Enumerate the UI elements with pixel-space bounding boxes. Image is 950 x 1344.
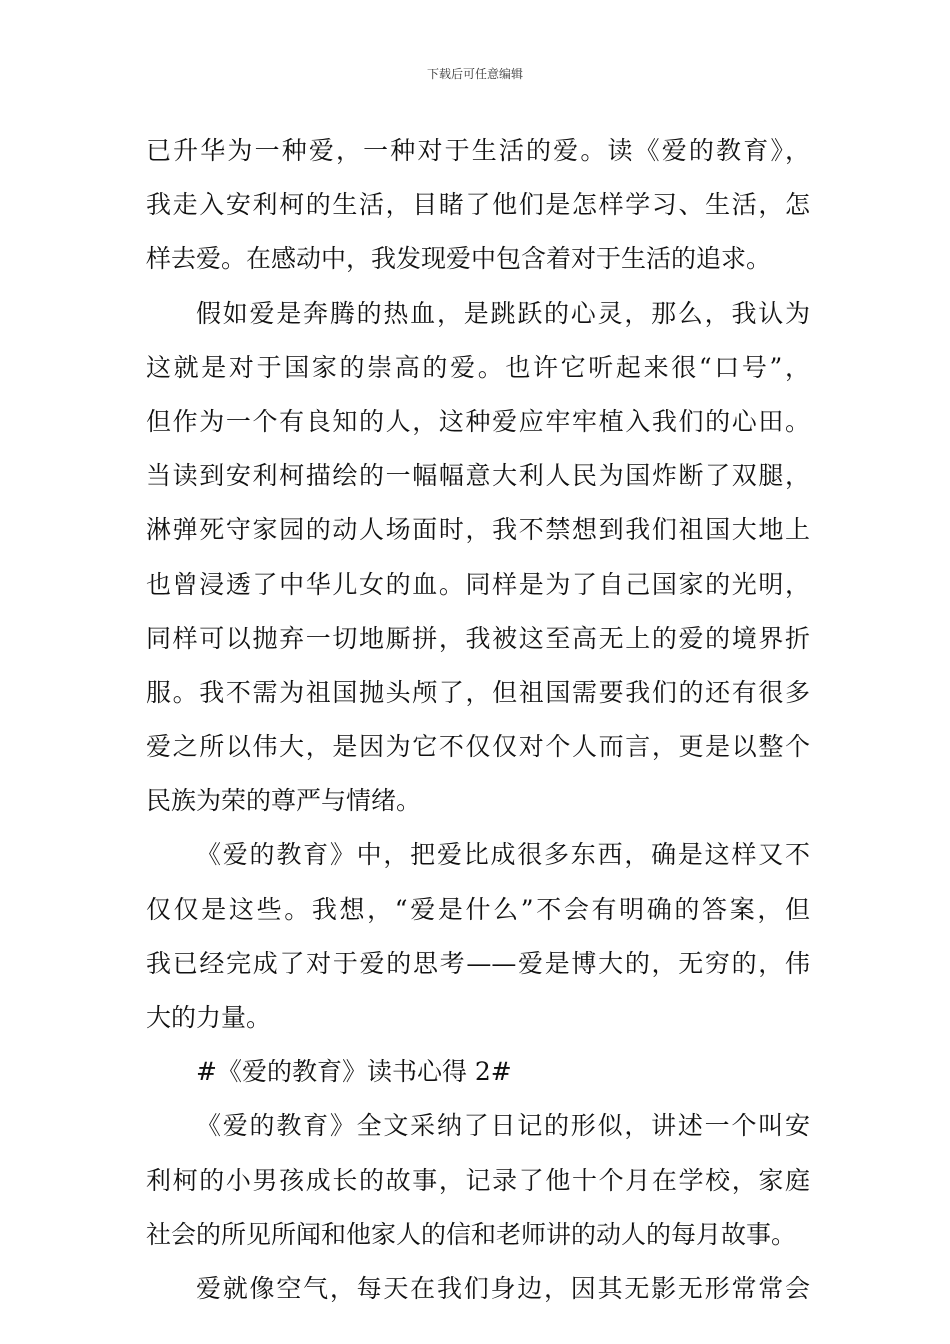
text-line: 同样可以抛弃一切地厮拼，我被这至高无上的爱的境界折 (146, 623, 810, 653)
text-line: 《爱的教育》全文采纳了日记的形似，讲述一个叫安 (196, 1111, 810, 1141)
text-line: 服。我不需为祖国抛头颅了，但祖国需要我们的还有很多 (146, 677, 810, 707)
text-line: 利柯的小男孩成长的故事，记录了他十个月在学校，家庭 (146, 1165, 810, 1195)
text-line: 已升华为一种爱，一种对于生活的爱。读《爱的教育》， (146, 136, 810, 165)
text-line: #《爱的教育》读书心得 2# (196, 1057, 512, 1087)
text-line: 爱之所以伟大，是因为它不仅仅对个人而言，更是以整个 (146, 732, 810, 762)
document-body (146, 124, 810, 1316)
page-header: 下载后可任意编辑 (426, 67, 523, 81)
text-line: 假如爱是奔腾的热血，是跳跃的心灵，那么，我认为 (196, 298, 810, 328)
text-line: 仅仅是这些。我想，“爱是什么”不会有明确的答案，但 (146, 894, 810, 924)
text-line: 这就是对于国家的崇高的爱。也许它听起来很“口号”， (146, 352, 810, 382)
text-line: 社会的所见所闻和他家人的信和老师讲的动人的每月故事。 (146, 1219, 797, 1249)
text-line: 爱就像空气，每天在我们身边，因其无影无形常常会 (196, 1273, 810, 1303)
text-line: 也曾浸透了中华儿女的血。同样是为了自己国家的光明， (146, 569, 810, 599)
text-line: 样去爱。在感动中，我发现爱中包含着对于生活的追求。 (146, 244, 772, 274)
text-line: 民族为荣的尊严与情绪。 (146, 786, 422, 816)
text-line: 我走入安利柯的生活，目睹了他们是怎样学习、生活，怎 (146, 190, 810, 220)
text-line: 大的力量。 (146, 1003, 272, 1032)
text-line: 但作为一个有良知的人，这种爱应牢牢植入我们的心田。 (146, 406, 810, 436)
text-line: 《爱的教育》中，把爱比成很多东西，确是这样又不 (196, 840, 810, 870)
text-line: 淋弹死守家园的动人场面时，我不禁想到我们祖国大地上 (146, 515, 810, 545)
text-line: 我已经完成了对于爱的思考——爱是博大的，无穷的，伟 (146, 948, 810, 978)
text-line: 当读到安利柯描绘的一幅幅意大利人民为国炸断了双腿， (146, 461, 810, 491)
